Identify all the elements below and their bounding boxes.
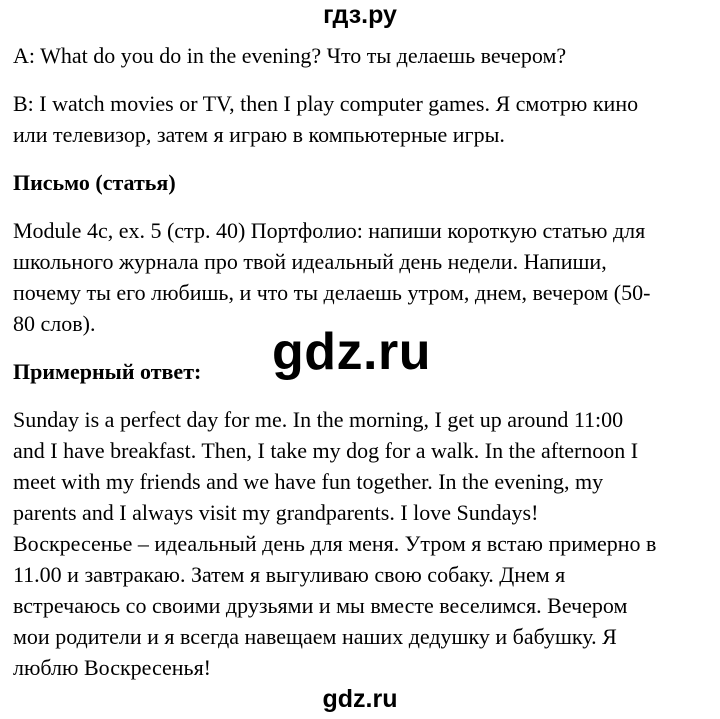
answer-english-line: and I have breakfast. Then, I take my dog for a walk. In the afternoon I — [13, 438, 639, 463]
task-line: школьного журнала про твой идеальный день недели. Напиши, — [13, 249, 607, 274]
answer-text — [13, 404, 713, 683]
answer-english-line: parents and I always visit my grandparents. I love Sundays! — [13, 500, 539, 525]
task-line: 80 слов). — [13, 311, 96, 336]
answer-russian-line: люблю Воскресенья! — [13, 655, 212, 680]
writing-heading: Письмо (статья) — [13, 170, 176, 195]
answer-russian-line: Воскресенье – идеальный день для меня. Утром я встаю примерно в — [13, 531, 657, 556]
answer-heading: Примерный ответ: — [13, 359, 202, 384]
answer-russian-line: 11.00 и завтракаю. Затем я выгуливаю свою собаку. Днем я — [13, 562, 566, 587]
answer-english-line: meet with my friends and we have fun together. In the evening, my — [13, 469, 604, 494]
dialogue-b-line: B: I watch movies or TV, then I play computer games. Я смотрю кино — [13, 91, 639, 116]
center-watermark: gdz.ru — [272, 323, 431, 381]
dialogue-b-line: или телевизор, затем я играю в компьютерные игры. — [13, 122, 505, 147]
dialogue-question — [13, 40, 713, 71]
dialogue-answer — [13, 88, 713, 150]
task-line: Module 4c, ex. 5 (стр. 40) Портфолио: напиши короткую статью для — [13, 218, 646, 243]
dialogue-a-line: A: What do you do in the evening? Что ты делаешь вечером? — [13, 43, 567, 68]
task-line: почему ты его любишь, и что ты делаешь утром, днем, вечером (50- — [13, 280, 651, 305]
answer-russian-line: встречаюсь со своими друзьями и мы вместе веселимся. Вечером — [13, 593, 628, 618]
answer-english-line: Sunday is a perfect day for me. In the morning, I get up around 11:00 — [13, 407, 624, 432]
header-watermark: гдз.ру — [323, 1, 397, 29]
answer-russian-line: мои родители и я всегда навещаем наших дедушку и бабушку. Я — [13, 624, 617, 649]
footer-watermark: gdz.ru — [322, 685, 398, 713]
